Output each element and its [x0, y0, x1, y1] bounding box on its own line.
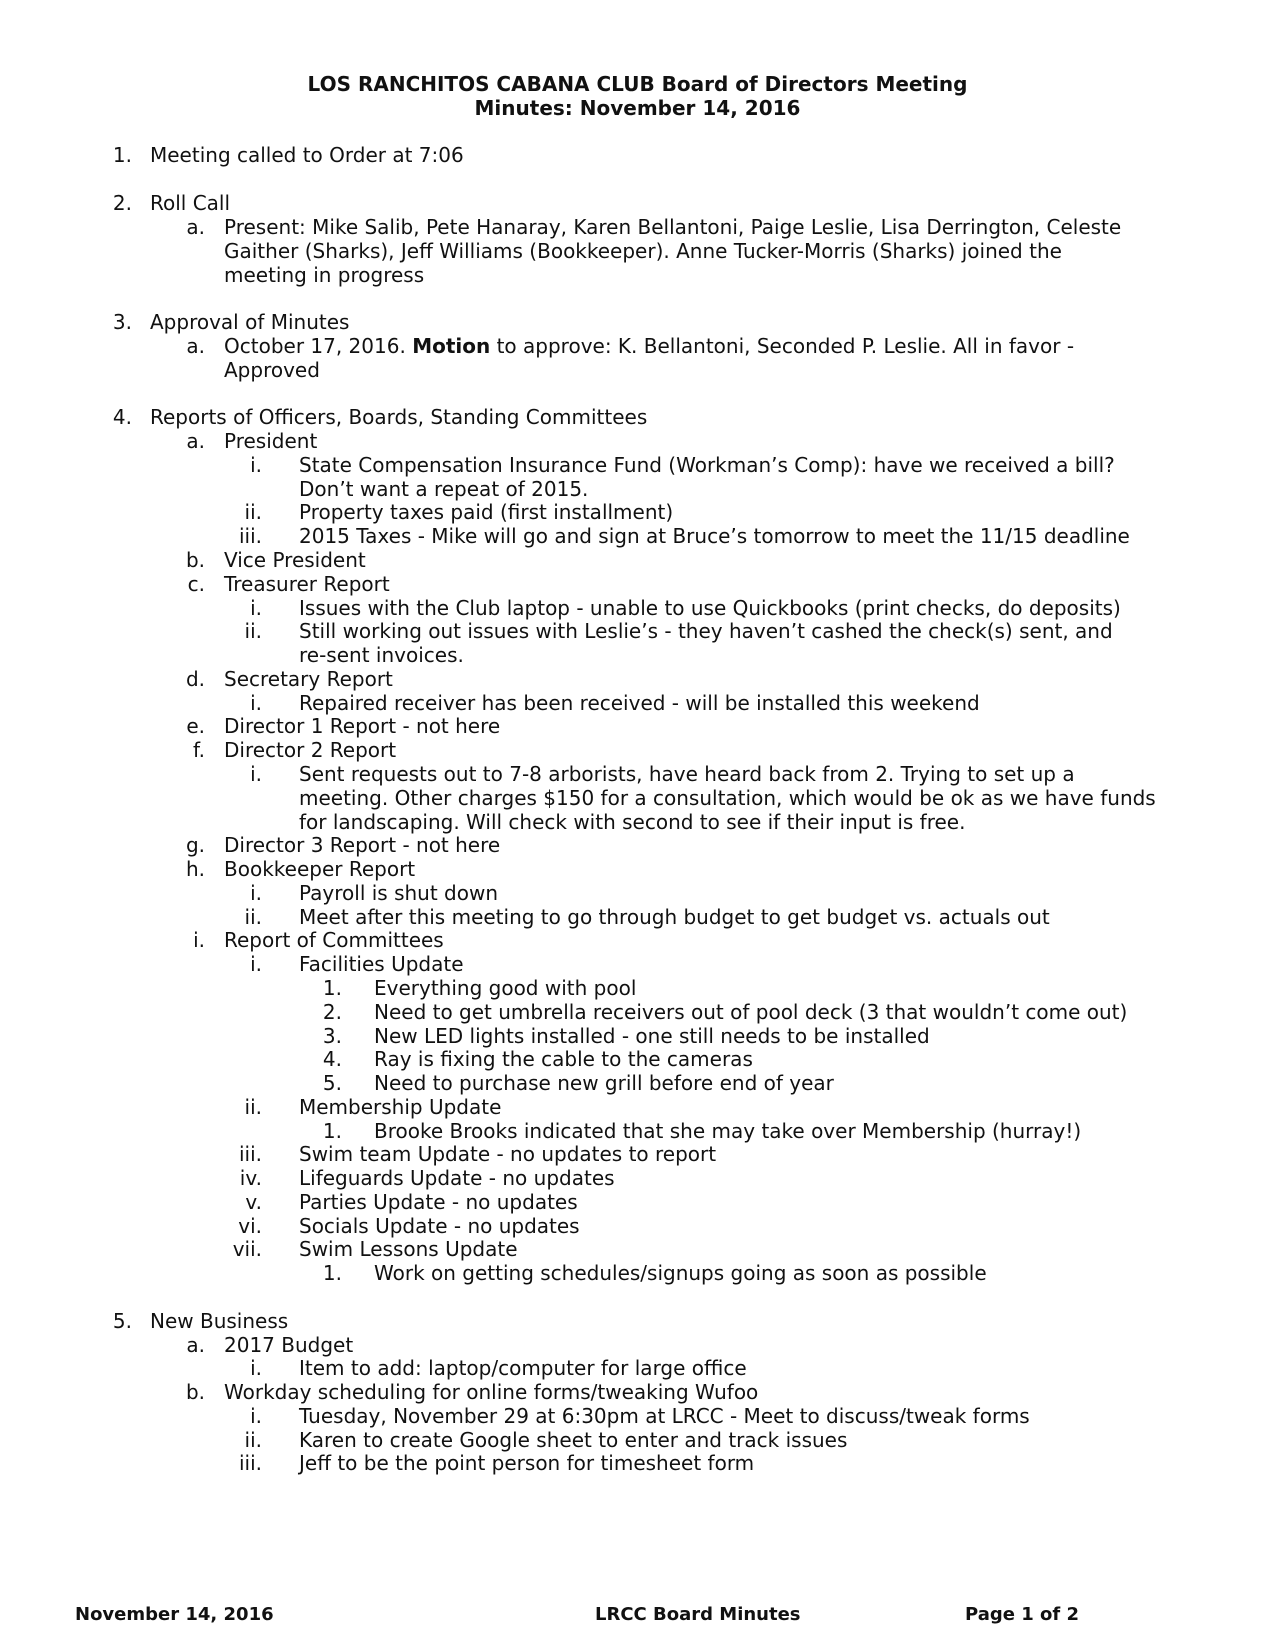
list-item: Present: Mike Salib, Pete Hanaray, Karen Bellantoni, Paige Leslie, Lisa Derrington, Celeste	[224, 215, 1122, 239]
list-item: New LED lights installed - one still needs to be installed	[374, 1024, 930, 1048]
list-marker: i.	[250, 952, 262, 976]
list-item: Bookkeeper Report	[224, 857, 416, 881]
list-marker: i.	[250, 1404, 262, 1428]
list-item: Secretary Report	[224, 667, 393, 691]
text-run: to approve: K. Bellantoni, Seconded P. Leslie. All in favor -	[490, 334, 1075, 358]
page-number: Page 1 of 2	[965, 1604, 1079, 1625]
list-marker: 5.	[322, 1071, 342, 1095]
list-item: Tuesday, November 29 at 6:30pm at LRCC - Meet to discuss/tweak forms	[299, 1404, 1030, 1428]
list-item: Director 1 Report - not here	[224, 714, 501, 738]
list-item: Meet after this meeting to go through budget to get budget vs. actuals out	[299, 905, 1050, 929]
list-marker: i.	[250, 453, 262, 477]
list-marker: ii.	[244, 1428, 262, 1452]
list-marker: 1.	[322, 1261, 342, 1285]
list-marker: d.	[185, 667, 205, 691]
list-item: Lifeguards Update - no updates	[299, 1166, 615, 1190]
list-marker: i.	[250, 762, 262, 786]
list-item: Treasurer Report	[224, 572, 390, 596]
list-item: Membership Update	[299, 1095, 502, 1119]
list-marker: 2.	[322, 1000, 342, 1024]
list-item: Sent requests out to 7-8 arborists, have heard back from 2. Trying to set up a	[299, 762, 1075, 786]
list-item-continuation: meeting in progress	[224, 263, 425, 287]
list-marker: iv.	[239, 1166, 262, 1190]
list-item: Everything good with pool	[374, 976, 637, 1000]
list-marker: 1.	[112, 143, 132, 167]
list-marker: ii.	[244, 1095, 262, 1119]
list-item: Workday scheduling for online forms/tweaking Wufoo	[224, 1380, 759, 1404]
list-item: Still working out issues with Leslie’s - they haven’t cashed the check(s) sent, and	[299, 619, 1113, 643]
list-marker: i.	[250, 881, 262, 905]
list-item: Roll Call	[150, 191, 231, 215]
list-marker: f.	[193, 738, 205, 762]
list-marker: i.	[250, 596, 262, 620]
list-item: Repaired receiver has been received - will be installed this weekend	[299, 691, 980, 715]
list-item: Work on getting schedules/signups going as soon as possible	[374, 1261, 987, 1285]
list-item: Payroll is shut down	[299, 881, 499, 905]
list-item: Approval of Minutes	[150, 310, 350, 334]
list-item: New Business	[150, 1309, 289, 1333]
motion-label: Motion	[412, 334, 491, 358]
list-item: Director 2 Report	[224, 738, 397, 762]
list-item: Swim team Update - no updates to report	[299, 1142, 717, 1166]
list-item: Property taxes paid (first installment)	[299, 500, 674, 524]
list-item-continuation: Approved	[224, 358, 320, 382]
list-item: Ray is fixing the cable to the cameras	[374, 1047, 753, 1071]
list-item: Karen to create Google sheet to enter and track issues	[299, 1428, 848, 1452]
document-subtitle: Minutes: November 14, 2016	[474, 96, 801, 120]
list-marker: b.	[185, 1380, 205, 1404]
list-item-continuation: meeting. Other charges $150 for a consultation, which would be ok as we have funds	[299, 786, 1156, 810]
list-item: Facilities Update	[299, 952, 464, 976]
list-item: State Compensation Insurance Fund (Workman’s Comp): have we received a bill?	[299, 453, 1115, 477]
footer-date: November 14, 2016	[75, 1604, 274, 1625]
list-item: Issues with the Club laptop - unable to use Quickbooks (print checks, do deposits)	[299, 596, 1121, 620]
list-item: Item to add: laptop/computer for large office	[299, 1356, 747, 1380]
list-marker: vi.	[238, 1214, 262, 1238]
text-run: October 17, 2016.	[224, 334, 413, 358]
list-item-continuation: for landscaping. Will check with second to see if their input is free.	[299, 810, 966, 834]
list-marker: iii.	[238, 524, 262, 548]
list-item-continuation: re-sent invoices.	[299, 643, 464, 667]
list-marker: i.	[193, 928, 205, 952]
list-marker: i.	[250, 691, 262, 715]
list-item: Report of Committees	[224, 928, 444, 952]
list-marker: a.	[186, 215, 205, 239]
list-item: Swim Lessons Update	[299, 1237, 518, 1261]
list-item: Parties Update - no updates	[299, 1190, 578, 1214]
list-item: Meeting called to Order at 7:06	[150, 143, 464, 167]
list-marker: b.	[185, 548, 205, 572]
list-marker: h.	[185, 857, 205, 881]
list-item: President	[224, 429, 318, 453]
list-marker: ii.	[244, 619, 262, 643]
list-marker: iii.	[238, 1142, 262, 1166]
list-marker: vii.	[232, 1237, 262, 1261]
list-marker: iii.	[238, 1451, 262, 1475]
list-marker: 1.	[322, 1119, 342, 1143]
list-item: Brooke Brooks indicated that she may take over Membership (hurray!)	[374, 1119, 1082, 1143]
list-marker: g.	[185, 833, 205, 857]
list-item: Vice President	[224, 548, 366, 572]
list-marker: ii.	[244, 500, 262, 524]
list-item: Need to get umbrella receivers out of pool deck (3 that wouldn’t come out)	[374, 1000, 1128, 1024]
document-title: LOS RANCHITOS CABANA CLUB Board of Directors Meeting	[307, 72, 968, 96]
list-marker: 3.	[112, 310, 132, 334]
list-marker: 2.	[112, 191, 132, 215]
list-marker: a.	[186, 334, 205, 358]
list-marker: 1.	[322, 976, 342, 1000]
list-marker: i.	[250, 1356, 262, 1380]
list-item: Reports of Officers, Boards, Standing Committees	[150, 405, 648, 429]
list-marker: e.	[186, 714, 205, 738]
list-item: Jeff to be the point person for timesheet form	[299, 1451, 755, 1475]
list-item-continuation: Gaither (Sharks), Jeff Williams (Bookkeeper). Anne Tucker-Morris (Sharks) joined the	[224, 239, 1062, 263]
list-marker: ii.	[244, 905, 262, 929]
list-marker: 5.	[112, 1309, 132, 1333]
list-marker: 4.	[322, 1047, 342, 1071]
list-item	[224, 334, 1074, 359]
list-item: Need to purchase new grill before end of year	[374, 1071, 834, 1095]
list-marker: 4.	[112, 405, 132, 429]
list-marker: 3.	[322, 1024, 342, 1048]
list-marker: a.	[186, 429, 205, 453]
list-marker: v.	[245, 1190, 262, 1214]
footer-title: LRCC Board Minutes	[595, 1604, 801, 1625]
list-marker: a.	[186, 1333, 205, 1357]
list-item: 2015 Taxes - Mike will go and sign at Bruce’s tomorrow to meet the 11/15 deadline	[299, 524, 1130, 548]
list-item-continuation: Don’t want a repeat of 2015.	[299, 477, 589, 501]
list-item: Director 3 Report - not here	[224, 833, 501, 857]
list-marker: c.	[187, 572, 205, 596]
list-item: 2017 Budget	[224, 1333, 354, 1357]
list-item: Socials Update - no updates	[299, 1214, 580, 1238]
